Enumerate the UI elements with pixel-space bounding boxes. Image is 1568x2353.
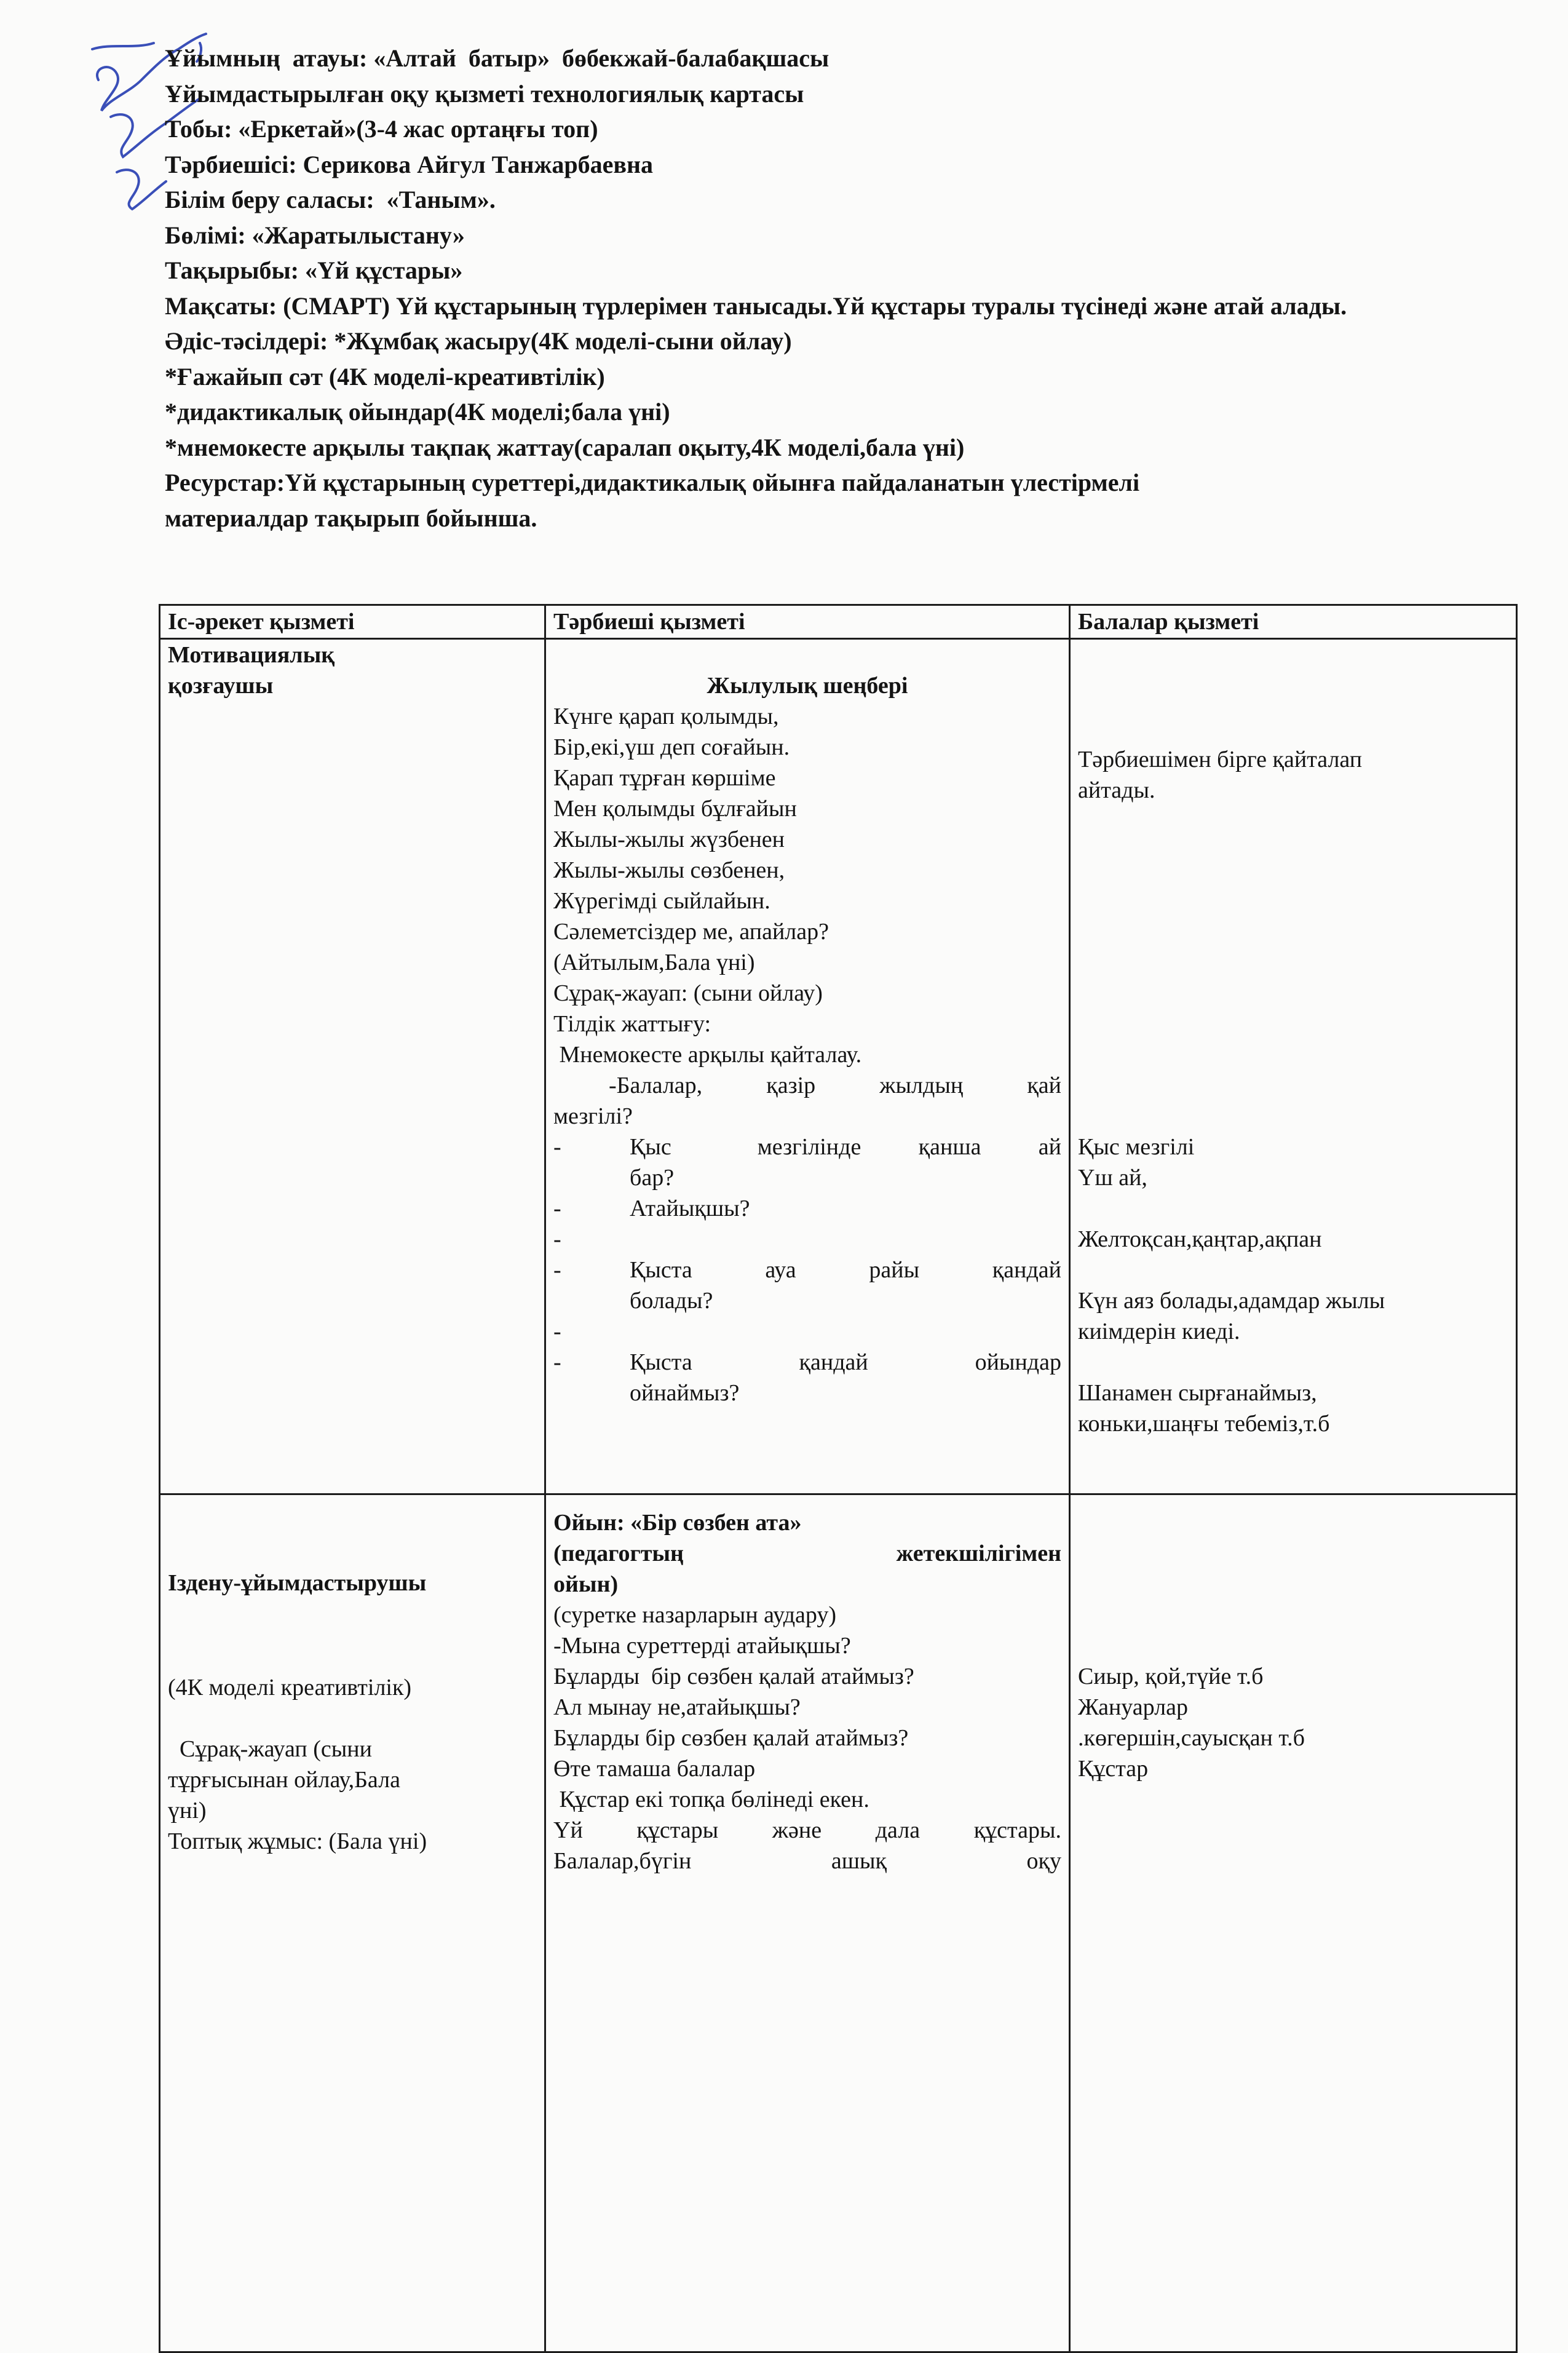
- spacer: [168, 1598, 537, 1672]
- children-cell: [1070, 639, 1517, 1494]
- resources-line-2: материалдар тақырып бойынша.: [165, 504, 537, 532]
- list-item: [553, 1347, 1061, 1408]
- list-dash: -: [553, 1196, 561, 1221]
- list-item-text: Қыста ауа райы қандай: [630, 1257, 1061, 1283]
- teacher-line: Күнге қарап қолымды,: [553, 704, 779, 729]
- children-line: Үш ай,: [1078, 1165, 1147, 1191]
- stage-note: үні): [168, 1798, 207, 1823]
- list-item-text: ойнаймыз?: [630, 1380, 740, 1406]
- children-line: Күн аяз болады,адамдар жылы: [1078, 1288, 1385, 1314]
- teacher-line: Бұларды бір сөзбен қалай атаймыз?: [553, 1725, 909, 1751]
- stage-label: Іздену-ұйымдастырушы: [168, 1570, 427, 1596]
- methods-line-4: *мнемокесте арқылы тақпақ жаттау(саралап оқыту,4К моделі,бала үні): [165, 433, 965, 461]
- list-item-text: болады?: [630, 1288, 713, 1314]
- teacher-line: Жылы-жылы сөзбенен,: [553, 857, 785, 883]
- list-item: [553, 1316, 1061, 1347]
- table-row: [160, 1494, 1517, 2352]
- teacher-line: Сұрақ-жауап: (сыни ойлау): [553, 980, 823, 1006]
- stage-note: тұрғысынан ойлау,Бала: [168, 1767, 400, 1793]
- topic-line: Тақырыбы: «Үй құстары»: [165, 256, 463, 284]
- list-item-text: [585, 1316, 1061, 1347]
- teacher-line: (суретке назарларын аудару): [553, 1602, 837, 1628]
- teacher-line: Бір,екі,үш деп соғайын.: [553, 734, 790, 760]
- children-line: [1078, 1255, 1508, 1285]
- teacher-cell: [545, 1494, 1070, 2352]
- teacher-line: Балалар,бүгін ашық оқу: [553, 1848, 1061, 1874]
- teacher-line: Қарап тұрған көршіме: [553, 765, 776, 791]
- list-item-text: бар?: [630, 1165, 675, 1191]
- children-line: Тәрбиешімен бірге қайталап: [1078, 747, 1363, 772]
- teacher-line: Өте тамаша балалар: [553, 1756, 756, 1782]
- teacher-line: Жүрегімді сыйлайын.: [553, 888, 770, 914]
- game-title: Ойын: «Бір сөзбен ата»: [553, 1510, 802, 1536]
- list-dash: -: [553, 1134, 561, 1160]
- list-item-text: Қыс мезгілінде қанша ай: [630, 1134, 1061, 1160]
- list-item: [553, 1193, 1061, 1224]
- spacer: [553, 1495, 1061, 1507]
- children-line: Сиыр, қой,түйе т.б: [1078, 1664, 1264, 1689]
- goal-line: Мақсаты: (СМАРТ) Үй құстарының түрлерімен танысады.Үй құстары туралы түсінеді және атай алады.: [165, 292, 1347, 320]
- table-header-row: [160, 605, 1517, 639]
- document-header: [165, 41, 1431, 536]
- stage-label: Мотивациялық: [168, 642, 335, 668]
- lesson-table: [159, 604, 1518, 2353]
- column-header-activity: Іс-әрекет қызметі: [160, 605, 545, 639]
- children-line: [1078, 1347, 1508, 1378]
- children-line: айтады.: [1078, 777, 1155, 803]
- stage-cell: [160, 639, 545, 1494]
- methods-line-1: Әдіс-тәсілдері: *Жұмбақ жасыру(4К моделі-сыни ойлау): [165, 327, 792, 355]
- spacer: [1078, 806, 1508, 1132]
- children-line: Құстар: [1078, 1756, 1149, 1782]
- game-subtitle: (педагогтың жетекшілігімен: [553, 1541, 1061, 1566]
- teacher-line: -Мына суреттерді атайықшы?: [553, 1633, 851, 1659]
- teacher-line: Тәрбиешісі: Серикова Айгул Танжарбаевна: [165, 150, 654, 178]
- children-line: Қыс мезгілі: [1078, 1134, 1195, 1160]
- children-line: Жануарлар: [1078, 1694, 1188, 1720]
- organization-name: Ұйымның атауы: «Алтай батыр» бөбекжай-балабақшасы: [165, 44, 830, 72]
- children-line: [1078, 1193, 1508, 1224]
- teacher-line: Бұларды бір сөзбен қалай атаймыз?: [553, 1664, 914, 1689]
- resources-line-1: Ресурстар:Үй құстарының суреттері,дидактикалық ойынға пайдаланатын үлестірмелі: [165, 469, 1140, 496]
- children-line: Желтоқсан,қаңтар,ақпан: [1078, 1226, 1322, 1252]
- education-area-line: Білім беру саласы: «Таным».: [165, 186, 496, 213]
- list-item: [553, 1224, 1061, 1255]
- children-line: киімдерін киеді.: [1078, 1319, 1240, 1344]
- spacer: [168, 1495, 537, 1568]
- activity-title: Жылулық шеңбері: [707, 673, 908, 699]
- list-item-text: Қыста қандай ойындар: [630, 1349, 1061, 1375]
- children-line: коньки,шаңғы тебеміз,т.б: [1078, 1411, 1330, 1437]
- teacher-question: -Балалар, қазір жылдың қай: [609, 1073, 1061, 1098]
- children-cell: [1070, 1494, 1517, 2352]
- stage-cell: [160, 1494, 545, 2352]
- spacer: [1078, 1495, 1508, 1661]
- list-item-text: Атайықшы?: [630, 1196, 750, 1221]
- teacher-line: Үй құстары және дала құстары.: [553, 1817, 1061, 1843]
- list-item: [553, 1132, 1061, 1193]
- methods-line-3: *дидактикалық ойындар(4К моделі;бала үні): [165, 398, 670, 426]
- spacer: [168, 1703, 537, 1734]
- children-line: .көгершін,сауысқан т.б: [1078, 1725, 1305, 1751]
- teacher-line: Жылы-жылы жүзбенен: [553, 827, 785, 852]
- column-header-children: Балалар қызметі: [1070, 605, 1517, 639]
- stage-note: Сұрақ-жауап (сыни: [168, 1736, 372, 1762]
- list-dash: -: [553, 1257, 561, 1283]
- teacher-line: Ал мынау не,атайықшы?: [553, 1694, 801, 1720]
- list-dash: -: [553, 1319, 561, 1344]
- teacher-line: (Айтылым,Бала үні): [553, 950, 755, 975]
- stage-note: (4К моделі креативтілік): [168, 1675, 412, 1700]
- stage-note: Топтық жұмыс: (Бала үні): [168, 1828, 427, 1854]
- spacer: [1078, 640, 1508, 744]
- children-line: Шанамен сырғанаймыз,: [1078, 1380, 1317, 1406]
- list-dash: -: [553, 1226, 561, 1252]
- teacher-line: Құстар екі топқа бөлінеді екен.: [553, 1787, 869, 1812]
- stage-label: қозғаушы: [168, 673, 274, 699]
- list-item-text: [585, 1224, 1061, 1255]
- list-item: [553, 1255, 1061, 1316]
- card-title: Ұйымдастырылған оқу қызметі технологиялық картасы: [165, 79, 804, 108]
- methods-line-2: *Ғажайып сәт (4К моделі-креативтілік): [165, 362, 605, 391]
- teacher-line: Сәлеметсіздер ме, апайлар?: [553, 919, 829, 945]
- teacher-cell: [545, 639, 1070, 1494]
- list-dash: -: [553, 1349, 561, 1375]
- game-subtitle-cont: ойын): [553, 1571, 619, 1597]
- teacher-line: Мнемокесте арқылы қайталау.: [553, 1042, 862, 1068]
- table-row: [160, 639, 1517, 1494]
- teacher-question-cont: мезгілі?: [553, 1103, 633, 1129]
- section-line: Бөлімі: «Жаратылыстану»: [165, 221, 465, 249]
- teacher-line: Мен қолымды бұлғайын: [553, 796, 797, 822]
- teacher-line: Тілдік жаттығу:: [553, 1011, 711, 1037]
- column-header-teacher: Тәрбиеші қызметі: [545, 605, 1070, 639]
- group-line: Тобы: «Еркетай»(3-4 жас ортаңғы топ): [165, 115, 598, 143]
